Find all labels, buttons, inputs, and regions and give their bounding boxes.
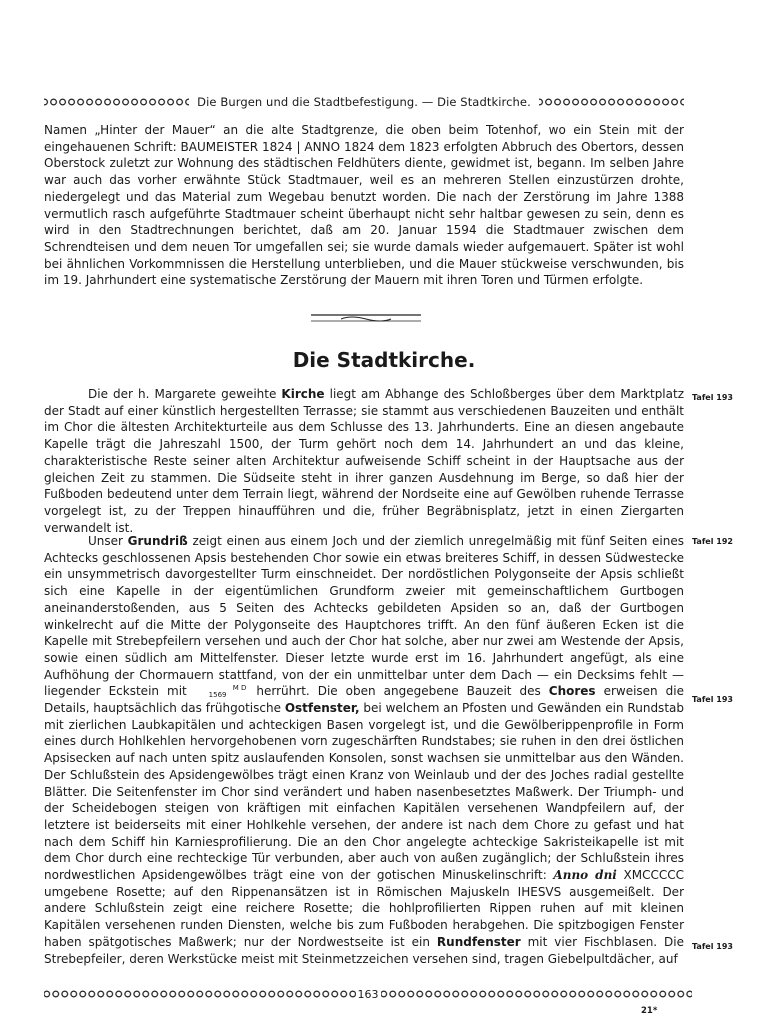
para-3-text-mid-5: XMCCCCC umgebene Rosette; auf den Rippenansätzen ist in Römischen Majuskeln IHESVS ausgemeißelt. Der andere Schlußstein zeigt eine reichere Rosette; die hohlprofilierten Rippen ruhen auf mit kleinen Kapitälen versehenen runden Diensten, welche bis zum Fußboden herabgehen. Die spitzbogigen Fenster haben spätgotisches Maßwerk; nur der Nordwestseite ist ein bbox=[44, 868, 684, 949]
page-footer bbox=[44, 987, 692, 1001]
keyword-ostfenster: Ostfenster, bbox=[284, 701, 360, 716]
ornament-band-right bbox=[381, 989, 693, 999]
keyword-rundfenster: Rundfenster bbox=[436, 934, 521, 949]
para-3-text-post: mit vier Fischblasen. Die Strebepfeiler, deren Werkstücke meist mit Steinmetzzeichen versehen sind, tragen Giebelpultdächer, auf bbox=[44, 934, 684, 966]
date-inscription-bottom: 1569 bbox=[208, 690, 227, 699]
keyword-grundriss: Grundriß bbox=[127, 534, 188, 548]
section-divider-ornament bbox=[311, 312, 421, 322]
para-3-text-mid-2: herrührt. Die oben angegebene Bauzeit des bbox=[248, 684, 549, 699]
ornament-band-right bbox=[539, 97, 684, 107]
keyword-chores: Chores bbox=[548, 684, 596, 699]
gothic-inscription: Anno dni bbox=[553, 868, 617, 883]
printer-signature: 21* bbox=[641, 1006, 658, 1016]
paragraph-city-wall: Namen „Hinter der Mauer“ an die alte Stadtgrenze, die oben beim Totenhof, wo ein Stein mit der eingehauenen Schrift: BAUMEISTER 1824 | ANNO 1824 dem 1823 erfolgten Abbruch des Obertors, dessen Oberstock zuletzt zur Wohnung des städtischen Feldhüters diente, gewidmet ist, begann. Im selben Jahre war auch das vorher erwähnte Stück Stadtmauer, weil es an mehreren Stellen einzustürzen drohte, niedergelegt und das Material zum Wegebau benutzt worden. Die nach der Zerstörung im Jahre 1388 vermutlich rasch aufgeführte Stadtmauer scheint überhaupt nicht sehr haltbar gewesen zu sein, denn es wird in den Stadtrechnungen berichtet, daß am 20. Januar 1594 die Stadtmauer zwischen dem Schrendteisen und dem neuen Tor umgefallen sei; sie wurde damals wieder aufgemauert. Später ist wohl bei ähnlichen Vorkommnissen die Herstellung unterblieben, und die Mauer stückweise verschwunden, bis im 19. Jahrhundert eine systematische Zerstörung der Mauern mit ihren Toren und Türmen erfolgte. bbox=[44, 123, 684, 288]
paragraph-floor-plan bbox=[44, 533, 684, 967]
page-number: 163 bbox=[357, 987, 379, 1001]
para-3-text-mid-1: zeigt einen aus einem Joch und der ziemlich unregelmäßig mit fünf Seiten eines Achtecks geschlossenen Apsis bestehenden Chor sowie ein etwas breiteres Schiff, in dessen Südwestecke ein unsymmetrisch davorgestellter Turm einschneidet. Der nordöstlichen Polygonseite der Apsis schließt sich eine Kapelle in der eigentümlichen Grundform zweier mit gemeinschaftlichem Gurtbogen aneinanderstoßenden, aus 5 Seiten des Achtecks gebildeten Apsiden so an, daß der Gurtbogen winkelrecht auf die Mitte der Polygonseite des Hauptchores trifft. An den fünf äußeren Ecken ist die Kapelle mit Strebepfeilern versehen und auch der Chor hat solche, aber nur zwei am Westende der Apsis, sowie einen südlich am Mittelfenster. Dieser letzte wurde erst im 16. Jahrhundert angefügt, als eine Aufhöhung der Chormauern stattfand, von der ein unmittelbar unter dem Dach — ein Decksims fehlt — liegender Eckstein mit bbox=[44, 534, 684, 699]
margin-note-tafel: Tafel 192 bbox=[692, 537, 733, 546]
paragraph-church-intro bbox=[44, 386, 684, 536]
para-3-text-pre: Unser bbox=[88, 534, 128, 548]
para-3-text-mid-4: bei welchem an Pfosten und Gewänden ein Rundstab mit zierlichen Laubkapitälen und achteckigen Basen vorgelegt ist, und die Gewölberippenprofile in Form eines durch Hohlkehlen hervorgehobenen vorn zugeschärften Rundstabes; sie ruhen in den drei östlichen Apsisecken auf nach unten spitz auslaufenden Konsolen, sonst wachsen sie unmittelbar aus den Wänden. Der Schlußstein des Apsidengewölbes trägt einen Kranz von Weinlaub und der des Joches radial gestellte Blätter. Die Seitenfenster im Chor sind verändert und haben nasenbesetztes Maßwerk. Der Triumph- und der Scheidebogen steigen von kräftigen mit einfachen Kapitälen versehenen Wandpfeilern auf, der letztere ist beiderseits mit einer Hohlkehle versehen, der andere ist nach dem Chore zu gefast und hat nach dem Schiff hin Karniesprofilierung. Die an den Chor angelegte achteckige Sakristeikapelle ist mit dem Chor durch eine rechteckige Tür verbunden, aber auch von außen zugänglich; der Schlußstein ihres nordwestlichen Apsidengewölbes trägt eine von der gotischen Minuskelinschrift: bbox=[44, 701, 684, 883]
date-inscription-top: M D bbox=[232, 683, 247, 692]
margin-note-tafel: Tafel 193 bbox=[692, 393, 733, 402]
ornament-band-left bbox=[44, 989, 356, 999]
para-2-text-post: liegt am Abhange des Schloßberges über dem Marktplatz der Stadt auf einer künstlich hergestellten Terrasse; sie stammt aus verschiedenen Bauzeiten und enthält im Chor die ältesten Architekturteile aus dem Schlusse des 13. Jahrhunderts. Eine an diesen angebaute Kapelle trägt die Jahreszahl 1500, der Turm gehört noch dem 14. Jahrhundert an und das kleine, charakteristische Reste seiner alten Architektur aufweisende Schiff scheint in der Hauptsache aus der gleichen Zeit zu stammen. Die Südseite steht in ihrer ganzen Ausdehnung im Berge, so daß hier der Fußboden bedeutend unter dem Terrain liegt, während der Nordseite eine auf Gewölben ruhende Terrasse vorgelegt ist, zu der Treppen hinaufführen und die, früher Begräbnisplatz, jetzt in einen Ziergarten verwandelt ist. bbox=[44, 387, 685, 535]
margin-note-tafel: Tafel 193 bbox=[692, 942, 733, 951]
para-2-text-pre: Die der h. Margarete geweihte bbox=[88, 387, 282, 401]
running-head-title: Die Burgen und die Stadtbefestigung. — Die Stadtkirche. bbox=[197, 95, 531, 109]
para-3-text-mid-3: erweisen die Details, hauptsächlich das frühgotische bbox=[44, 684, 684, 716]
date-inscription bbox=[189, 685, 247, 699]
section-heading: Die Stadtkirche. bbox=[292, 348, 476, 372]
running-head bbox=[44, 93, 684, 111]
ornament-band-left bbox=[44, 97, 189, 107]
keyword-kirche: Kirche bbox=[281, 387, 325, 401]
margin-note-tafel: Tafel 193 bbox=[692, 695, 733, 704]
